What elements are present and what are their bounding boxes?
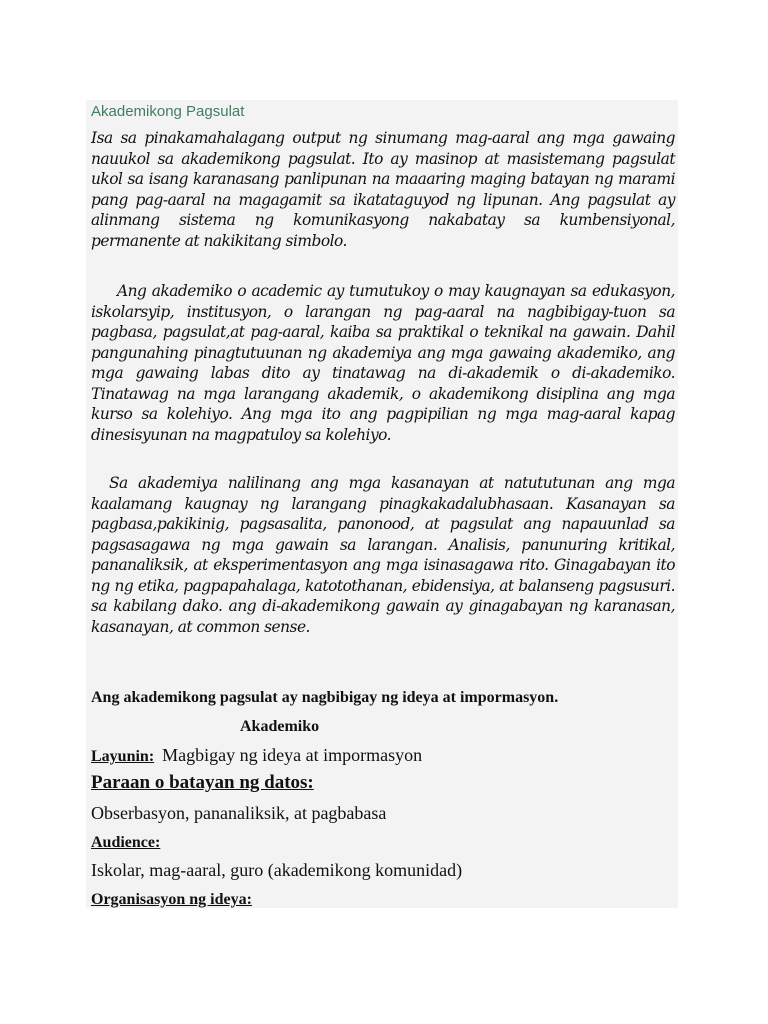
paraan-label: Paraan o batayan ng datos: — [91, 772, 314, 793]
layunin-row — [91, 744, 422, 768]
audience-label: Audience: — [91, 834, 161, 851]
layunin-label: Layunin: — [91, 748, 155, 765]
layunin-value: Magbigay ng ideya at impormasyon — [162, 745, 423, 765]
paraan-value: Obserbasyon, pananaliksik, at pagbabasa — [91, 803, 387, 823]
audience-value: Iskolar, mag-aaral, guro (akademikong komunidad) — [91, 860, 463, 880]
summary-statement: Ang akademikong pagsulat ay nagbibigay ng ideya at impormasyon. — [91, 689, 559, 706]
document-page — [86, 100, 678, 908]
column-heading-akademiko: Akademiko — [240, 718, 320, 735]
paragraph-akademiko-definition: Ang akademiko o academic ay tumutukoy o may kaugnayan sa edukasyon, iskolarsyip, institusyon, o larangan ng pag-aaral na nagbibigay-tuon sa pagbasa, pagsulat,at pag-aaral, kaiba sa praktikal o teknikal na gawain. Dahil pangunahing pinagtutuunan ng akademiya ang mga gawaing akademiko, ang mga gawaing labas dito ay tinatawag na di-akademik o di-akademiko. Tinatawag na mga larangang akademik, o akademikong disiplina ang mga kurso sa kolehiyo. Ang mga ito ang pagpipilian ng mga mag-aaral kapag dinesisyunan na magpatuloy sa kolehiyo. — [91, 282, 675, 444]
paragraph-akademiya-skills: Sa akademiya nalilinang ang mga kasanayan at natututunan ang mga kaalamang kaugnay ng larangang pinagkakadalubhasaan. Kasanayan sa pagbasa,pakikinig, pagsasalita, panonood, at pagsulat ang napauunlad sa pagsasagawa ng mga gawain sa larangan. Analisis, panunuring kritikal, pananaliksik, at eksperimentasyon ang mga isinasagawa rito. Ginagabayan ito ng ng etika, pagpapahalaga, katotothanan, ebidensiya, at balanseng pagsusuri. sa kabilang dako. ang di-akademikong gawain ay ginagabayan ng karanasan, kasanayan, at common sense. — [91, 474, 675, 636]
document-heading: Akademikong Pagsulat — [91, 103, 245, 120]
organisasyon-label: Organisasyon ng ideya: — [91, 891, 252, 908]
paragraph-intro: Isa sa pinakamahalagang output ng sinumang mag-aaral ang mga gawaing nauukol sa akademikong pagsulat. Ito ay masinop at masistemang pagsulat ukol sa isang karanasang panlipunan na maaaring maging batayan ng marami pang pag-aaral na magagamit sa ikatataguyod ng lipunan. Ang pagsulat ay alinmang sistema ng komunikasyong nakabatay sa kumbensiyonal, permanente at nakikitang simbolo. — [91, 129, 675, 250]
